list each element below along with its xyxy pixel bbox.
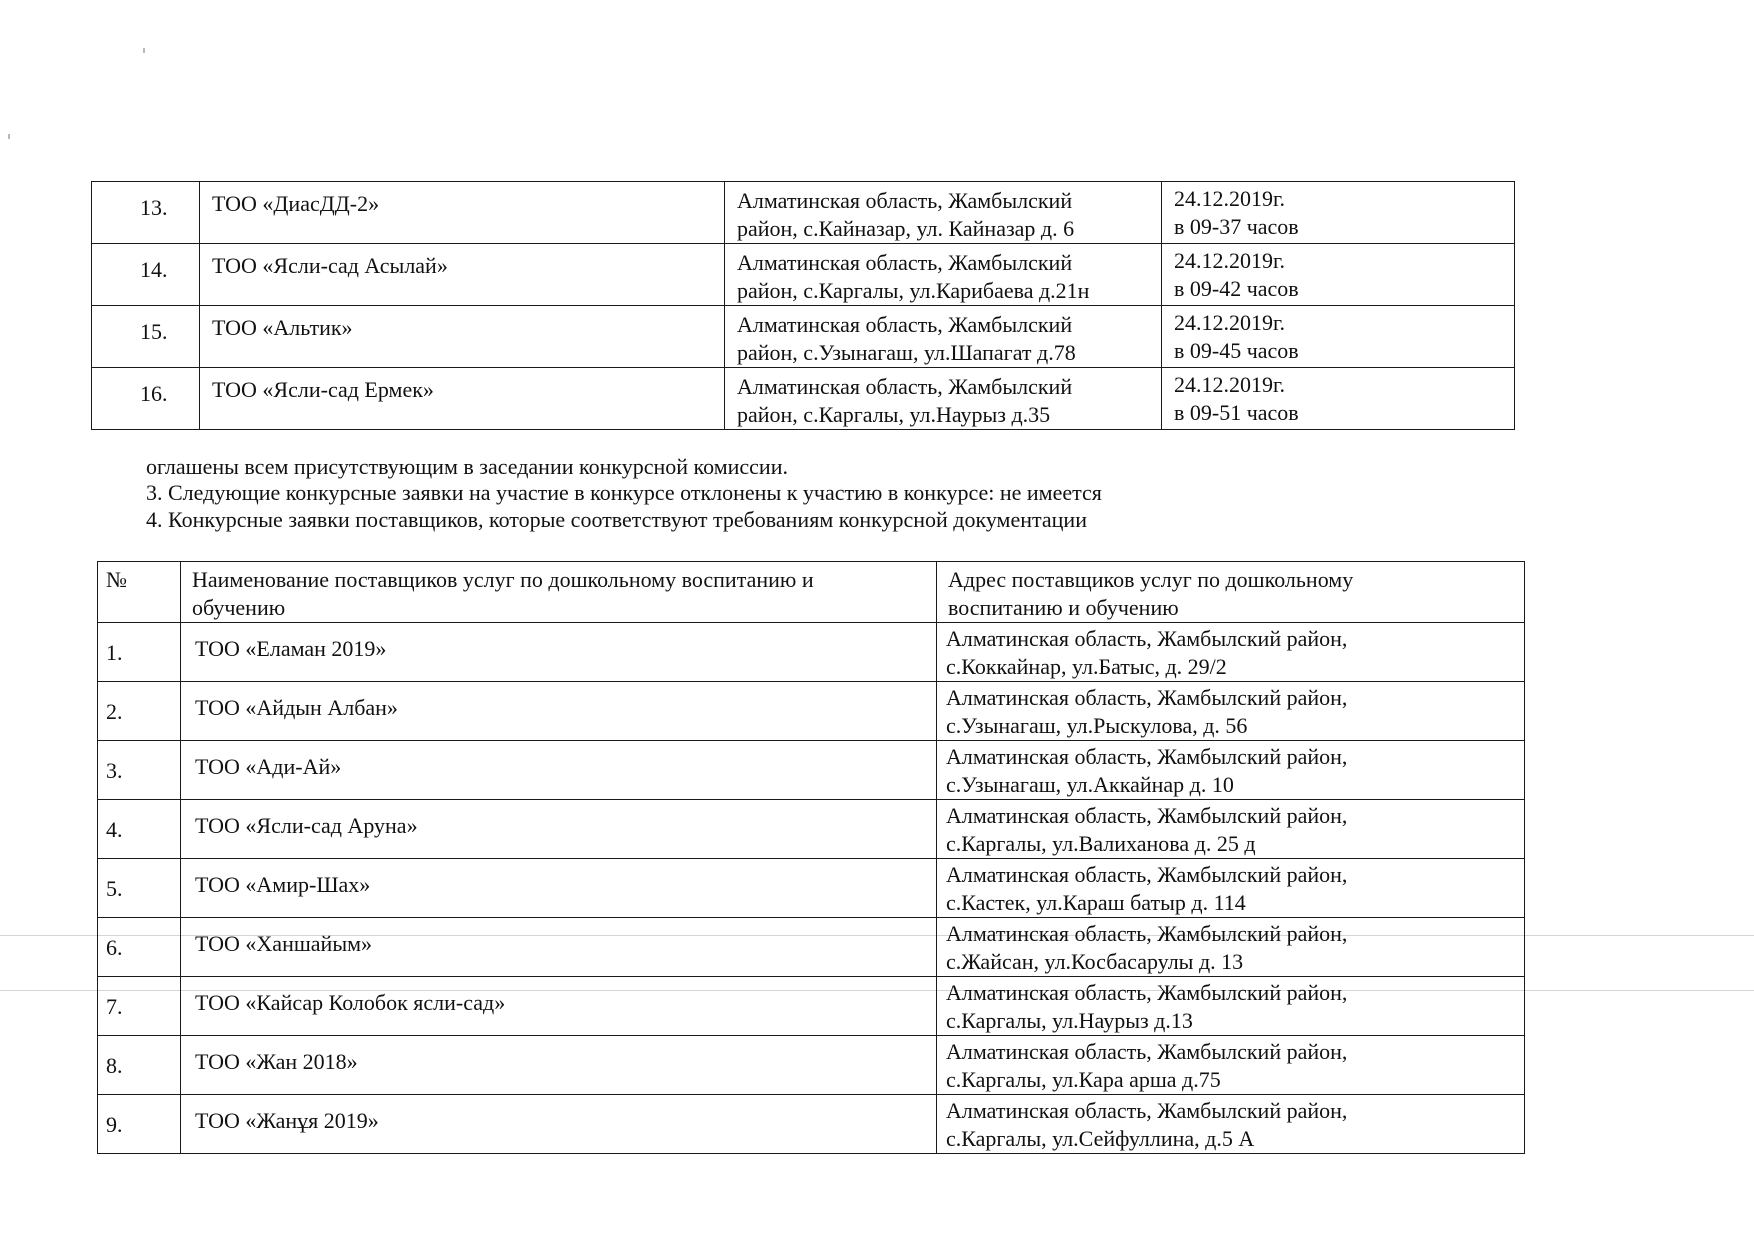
table-row xyxy=(98,623,1525,682)
row-number: 16. xyxy=(92,368,200,430)
supplier-address: Алматинская область, Жамбылский район, с.Каргалы, ул.Сейфуллина, д.5 А xyxy=(937,1095,1525,1154)
row-number: 4. xyxy=(98,800,181,859)
row-number: 1. xyxy=(98,623,181,682)
row-number: 9. xyxy=(98,1095,181,1154)
supplier-address: Алматинская область, Жамбылский район, с.Каргалы, ул.Валиханова д. 25 д xyxy=(937,800,1525,859)
supplier-address: Алматинская область, Жамбылский район, с.Кастек, ул.Караш батыр д. 114 xyxy=(937,859,1525,918)
supplier-name: ТОО «Кайсар Колобок ясли-сад» xyxy=(181,977,937,1036)
supplier-address: Алматинская область, Жамбылский район, с.Узынагаш, ул.Аккайнар д. 10 xyxy=(937,741,1525,800)
table-row xyxy=(98,977,1525,1036)
supplier-address: Алматинская область, Жамбылский район, с.Узынагаш, ул.Рыскулова, д. 56 xyxy=(937,682,1525,741)
submission-datetime: 24.12.2019г. в 09-51 часов xyxy=(1162,368,1515,430)
compliant-suppliers-table xyxy=(97,561,1525,1154)
supplier-name: ТОО «ДиасДД-2» xyxy=(200,182,725,244)
supplier-address: Алматинская область, Жамбылский район, с.Каргалы, ул.Карибаева д.21н xyxy=(725,244,1162,306)
table-row xyxy=(92,182,1515,244)
table-row xyxy=(98,682,1525,741)
scan-speck xyxy=(8,134,10,139)
supplier-address: Алматинская область, Жамбылский район, с.Узынагаш, ул.Шапагат д.78 xyxy=(725,306,1162,368)
table-row xyxy=(92,306,1515,368)
supplier-address: Алматинская область, Жамбылский район, с.Каргалы, ул.Наурыз д.13 xyxy=(937,977,1525,1036)
supplier-name: ТОО «Ясли-сад Аруна» xyxy=(181,800,937,859)
table-row xyxy=(98,1036,1525,1095)
supplier-name: ТОО «Амир-Шах» xyxy=(181,859,937,918)
supplier-address: Алматинская область, Жамбылский район, с.Каргалы, ул.Кара арша д.75 xyxy=(937,1036,1525,1095)
supplier-name: ТОО «Еламан 2019» xyxy=(181,623,937,682)
row-number: 14. xyxy=(92,244,200,306)
header-supplier-address: Адрес поставщиков услуг по дошкольному воспитанию и обучению xyxy=(937,562,1525,623)
row-number: 15. xyxy=(92,306,200,368)
table-row xyxy=(98,918,1525,977)
supplier-name: ТОО «Жанұя 2019» xyxy=(181,1095,937,1154)
scan-speck xyxy=(143,48,145,53)
submission-datetime: 24.12.2019г. в 09-42 часов xyxy=(1162,244,1515,306)
paragraph-item-4-compliant: 4. Конкурсные заявки поставщиков, которые соответствуют требованиям конкурсной документации xyxy=(146,507,1087,532)
row-number: 2. xyxy=(98,682,181,741)
submission-datetime: 24.12.2019г. в 09-37 часов xyxy=(1162,182,1515,244)
row-number: 6. xyxy=(98,918,181,977)
paragraph-announced: оглашены всем присутствующим в заседании конкурсной комиссии. xyxy=(146,454,788,479)
supplier-name: ТОО «Ясли-сад Асылай» xyxy=(200,244,725,306)
paragraph-item-3-rejected: 3. Следующие конкурсные заявки на участие в конкурсе отклонены к участию в конкурсе: не имеется xyxy=(146,480,1102,505)
supplier-address: Алматинская область, Жамбылский район, с.Жайсан, ул.Косбасарулы д. 13 xyxy=(937,918,1525,977)
table-row xyxy=(98,800,1525,859)
row-number: 13. xyxy=(92,182,200,244)
row-number: 5. xyxy=(98,859,181,918)
submission-datetime: 24.12.2019г. в 09-45 часов xyxy=(1162,306,1515,368)
supplier-name: ТОО «Жан 2018» xyxy=(181,1036,937,1095)
row-number: 8. xyxy=(98,1036,181,1095)
row-number: 3. xyxy=(98,741,181,800)
supplier-name: ТОО «Ади-Ай» xyxy=(181,741,937,800)
supplier-address: Алматинская область, Жамбылский район, с.Кайназар, ул. Кайназар д. 6 xyxy=(725,182,1162,244)
row-number: 7. xyxy=(98,977,181,1036)
supplier-name: ТОО «Альтик» xyxy=(200,306,725,368)
supplier-name: ТОО «Ханшайым» xyxy=(181,918,937,977)
table-row xyxy=(98,741,1525,800)
table-row xyxy=(92,244,1515,306)
applications-opening-table xyxy=(91,181,1515,430)
table-row xyxy=(92,368,1515,430)
supplier-name: ТОО «Айдын Албан» xyxy=(181,682,937,741)
supplier-address: Алматинская область, Жамбылский район, с.Каргалы, ул.Наурыз д.35 xyxy=(725,368,1162,430)
header-supplier-name: Наименование поставщиков услуг по дошкольному воспитанию и обучению xyxy=(181,562,937,623)
table-row xyxy=(98,1095,1525,1154)
supplier-name: ТОО «Ясли-сад Ермек» xyxy=(200,368,725,430)
supplier-address: Алматинская область, Жамбылский район, с.Коккайнар, ул.Батыс, д. 29/2 xyxy=(937,623,1525,682)
header-number: № xyxy=(98,562,181,623)
table-row xyxy=(98,859,1525,918)
table-header-row xyxy=(98,562,1525,623)
